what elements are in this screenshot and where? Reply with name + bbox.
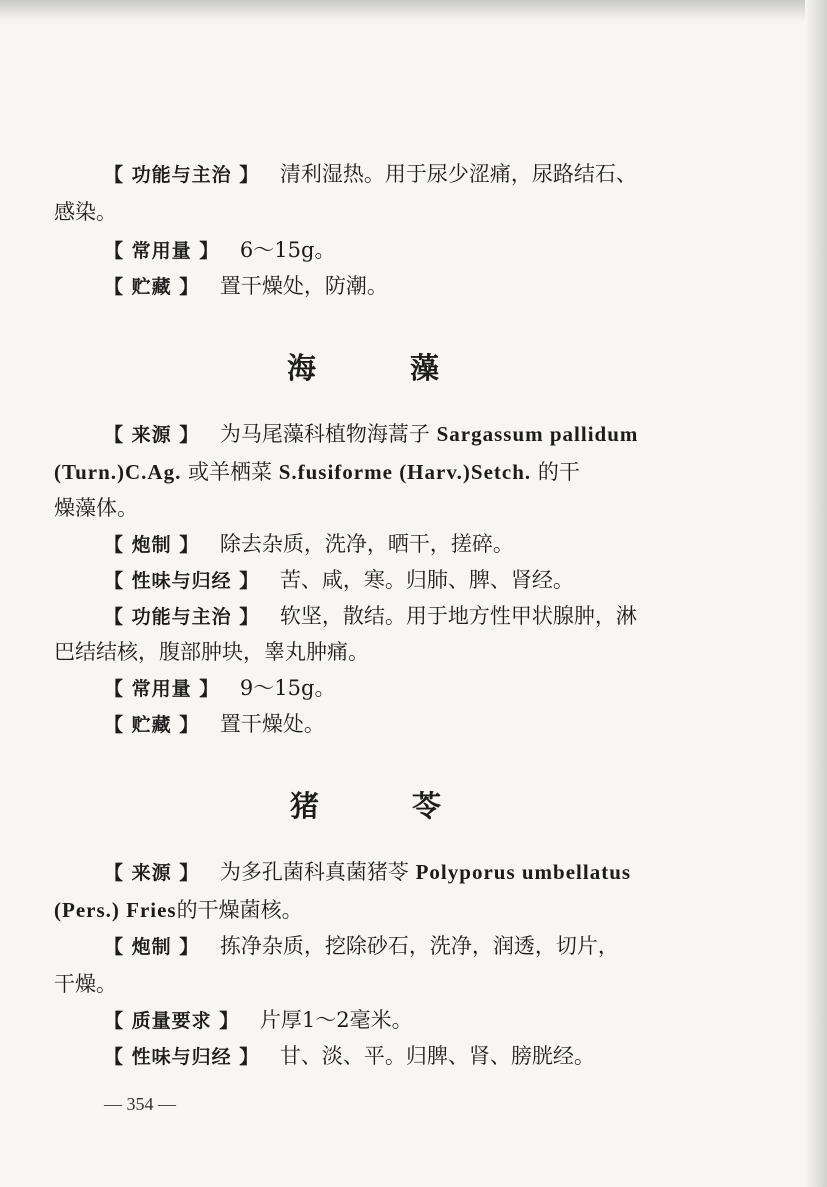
haizao-function-line <box>104 602 637 631</box>
haizao-function-tag: 【 功能与主治 】 <box>104 606 260 628</box>
zhuling-source-text-1: 为多孔菌科真菌猪苓 <box>219 860 409 884</box>
haizao-nature-line <box>104 566 574 595</box>
prev-storage-text: 置干燥处，防潮。 <box>219 274 388 298</box>
prev-dosage-tag: 【 常用量 】 <box>104 240 220 262</box>
zhuling-source-latin-1: Polyporus umbellatus <box>415 860 632 884</box>
zhuling-nature-tag: 【 性味与归经 】 <box>104 1046 260 1068</box>
haizao-source-text-2b: 或羊栖菜 <box>188 460 273 484</box>
prev-function-tag: 【 功能与主治 】 <box>104 164 260 186</box>
haizao-nature-text: 苦、咸，寒。归肺、脾、肾经。 <box>279 568 574 592</box>
prev-dosage-line <box>104 236 335 265</box>
zhuling-source-line <box>104 858 631 887</box>
scan-top-edge <box>0 0 827 22</box>
zhuling-nature-text: 甘、淡、平。归脾、肾、膀胱经。 <box>279 1044 595 1068</box>
haizao-source-text-1: 为马尾藻科植物海蒿子 <box>219 422 430 446</box>
haizao-dosage-text: 9～15g。 <box>239 676 336 700</box>
haizao-processing-tag: 【 炮制 】 <box>104 534 200 556</box>
zhuling-processing-text-2: 干燥。 <box>54 972 117 996</box>
haizao-storage-line <box>104 710 325 739</box>
zhuling-source-line-2 <box>54 896 303 924</box>
page-number: — 354 — <box>104 1094 176 1114</box>
prev-storage-tag: 【 贮藏 】 <box>104 276 200 298</box>
haizao-source-latin-2: S.fusiforme (Harv.)Setch. <box>278 460 532 484</box>
haizao-source-line <box>104 420 638 449</box>
zhuling-source-tag: 【 来源 】 <box>104 862 200 884</box>
haizao-source-text-2c: 的干 <box>537 460 580 484</box>
zhuling-processing-line <box>104 932 619 961</box>
zhuling-title-2: 苓 <box>412 789 442 823</box>
haizao-source-latin-1: Sargassum pallidum <box>436 422 639 446</box>
zhuling-title-1: 猪 <box>290 789 320 823</box>
prev-storage-line <box>104 272 388 301</box>
zhuling-quality-tag: 【 质量要求 】 <box>104 1010 240 1032</box>
haizao-function-text-1: 软坚，散结。用于地方性甲状腺肿，淋 <box>279 604 637 628</box>
zhuling-processing-text-1: 拣净杂质，挖除砂石，洗净，润透，切片， <box>219 934 619 958</box>
prev-function-text-2: 感染。 <box>54 200 117 224</box>
prev-function-text-1: 清利湿热。用于尿少涩痛，尿路结石、 <box>279 162 637 186</box>
haizao-dosage-line <box>104 674 335 703</box>
haizao-storage-text: 置干燥处。 <box>219 712 325 736</box>
haizao-source-latin-2a: (Turn.)C.Ag. <box>54 460 182 484</box>
haizao-processing-text: 除去杂质，洗净，晒干，搓碎。 <box>219 532 514 556</box>
haizao-title-1: 海 <box>287 351 317 385</box>
zhuling-quality-text: 片厚1～2毫米。 <box>259 1008 413 1032</box>
zhuling-source-text-2: 的干燥菌核。 <box>176 898 303 922</box>
zhuling-source-latin-2: (Pers.) Fries <box>54 898 177 922</box>
prev-function-line <box>104 160 637 189</box>
haizao-storage-tag: 【 贮藏 】 <box>104 714 200 736</box>
scan-binding-edge <box>805 0 827 1187</box>
haizao-source-text-3: 燥藻体。 <box>54 496 138 520</box>
haizao-function-text-2: 巴结结核，腹部肿块，睾丸肿痛。 <box>54 640 369 664</box>
haizao-processing-line <box>104 530 514 559</box>
zhuling-processing-tag: 【 炮制 】 <box>104 936 200 958</box>
zhuling-nature-line <box>104 1042 595 1071</box>
haizao-dosage-tag: 【 常用量 】 <box>104 678 220 700</box>
haizao-source-tag: 【 来源 】 <box>104 424 200 446</box>
prev-dosage-text: 6～15g。 <box>239 238 336 262</box>
haizao-source-line-2 <box>54 458 580 486</box>
zhuling-quality-line <box>104 1006 413 1035</box>
haizao-nature-tag: 【 性味与归经 】 <box>104 570 260 592</box>
haizao-title-2: 藻 <box>410 351 440 385</box>
